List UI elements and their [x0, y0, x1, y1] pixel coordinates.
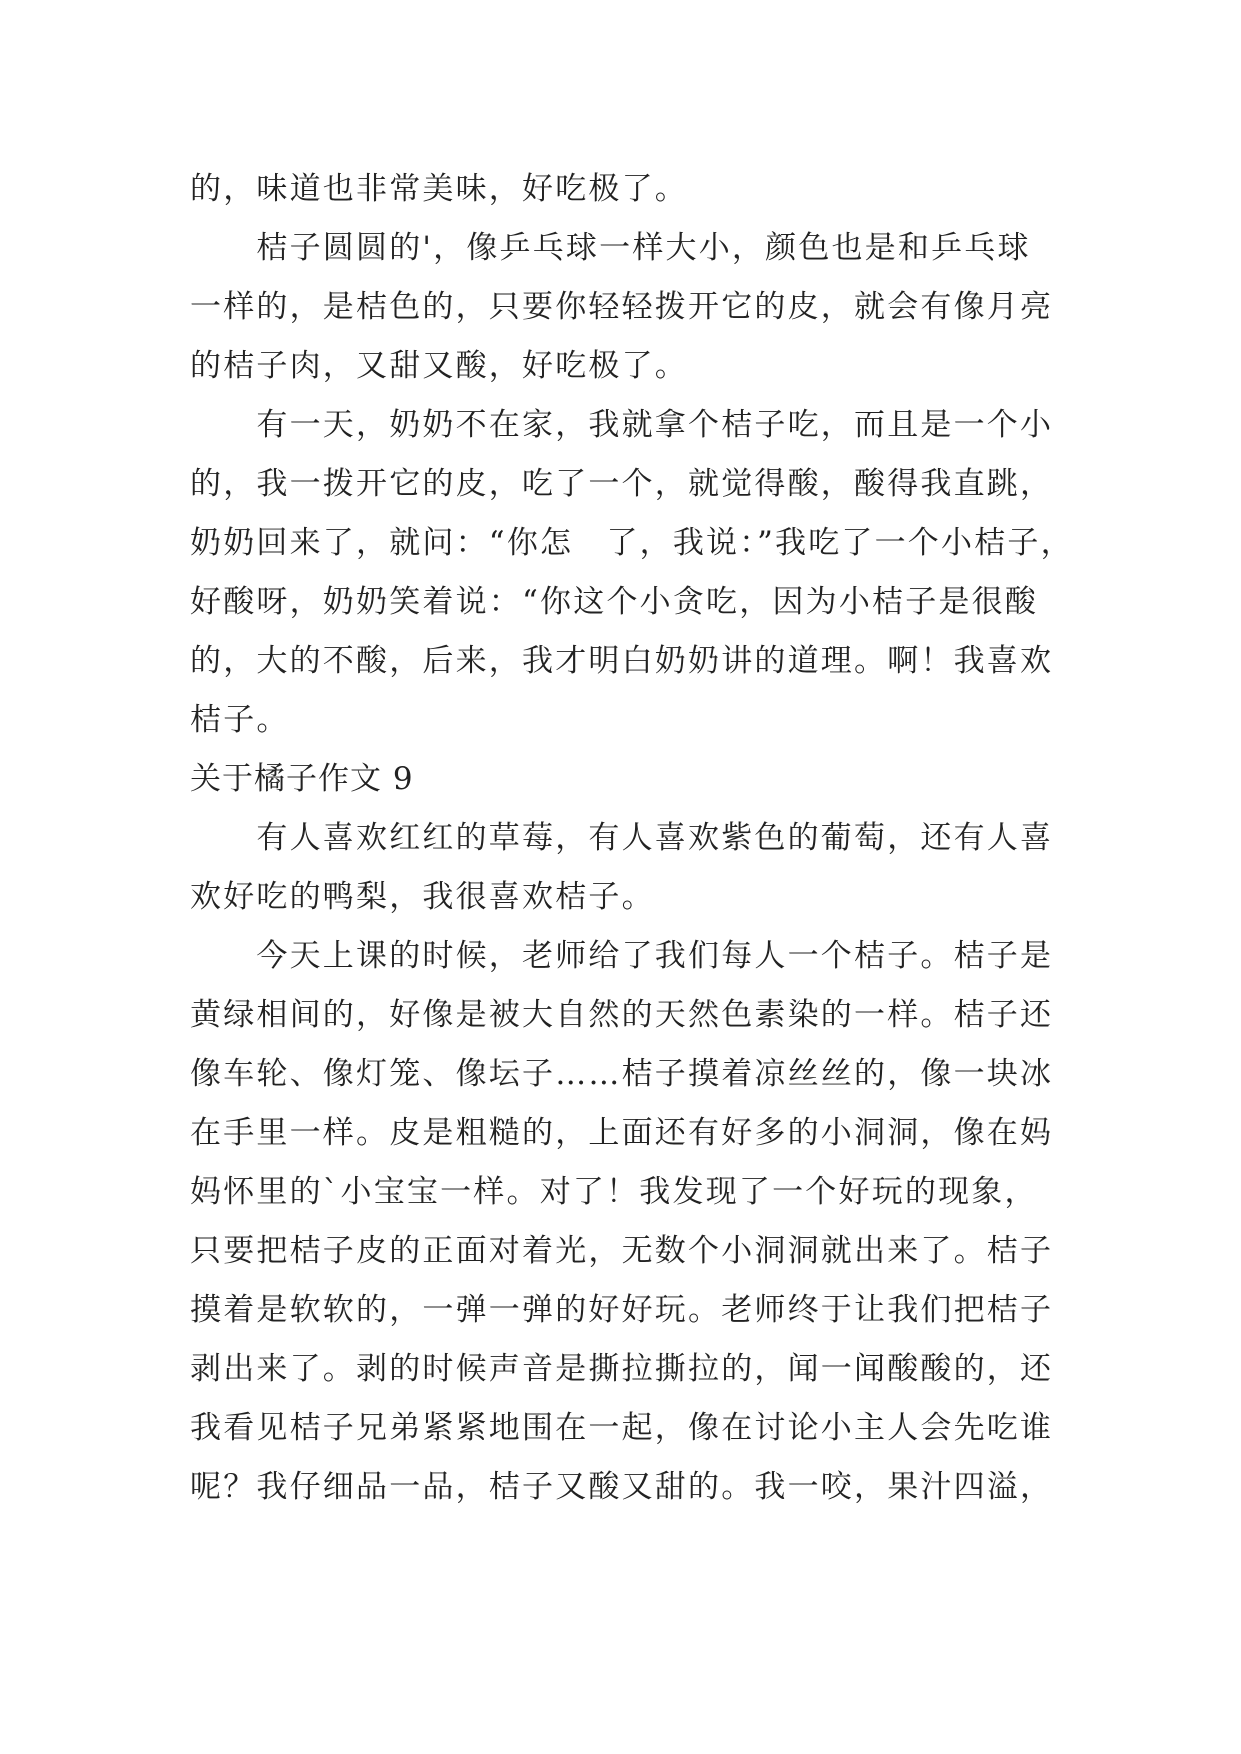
text-line: 在手里一样。皮是粗糙的，上面还有好多的小洞洞，像在妈 — [190, 1115, 1054, 1151]
text-line: 妈怀里的`小宝宝一样。对了！我发现了一个好玩的现象， — [190, 1174, 1038, 1210]
text-line: 剥出来了。剥的时候声音是撕拉撕拉的，闻一闻酸酸的，还 — [190, 1351, 1054, 1387]
text-line: 我看见桔子兄弟紧紧地围在一起，像在讨论小主人会先吃谁 — [190, 1410, 1054, 1446]
text-line: 的，大的不酸，后来，我才明白奶奶讲的道理。啊！我喜欢 — [190, 643, 1054, 679]
text-line: 黄绿相间的，好像是被大自然的天然色素染的一样。桔子还 — [190, 997, 1054, 1033]
text-line: 的，我一拨开它的皮，吃了一个，就觉得酸，酸得我直跳， — [190, 466, 1054, 502]
text-line: 的桔子肉，又甜又酸，好吃极了。 — [190, 348, 688, 384]
text-line: 像车轮、像灯笼、像坛子……桔子摸着凉丝丝的，像一块冰 — [190, 1056, 1054, 1092]
text-line: 只要把桔子皮的正面对着光，无数个小洞洞就出来了。桔子 — [190, 1233, 1054, 1269]
text-line: 有人喜欢红红的草莓，有人喜欢紫色的葡萄，还有人喜 — [190, 820, 1054, 856]
text-line: 奶奶回来了，就问：“你怎 了，我说：”我吃了一个小桔子， — [190, 525, 1074, 561]
section-heading: 关于橘子作文 9 — [190, 761, 414, 797]
text-line: 好酸呀，奶奶笑着说：“你这个小贪吃，因为小桔子是很酸 — [190, 584, 1039, 620]
body-text — [190, 160, 1074, 1517]
text-line: 摸着是软软的，一弹一弹的好好玩。老师终于让我们把桔子 — [190, 1292, 1054, 1328]
text-line: 一样的，是桔色的，只要你轻轻拨开它的皮，就会有像月亮 — [190, 289, 1054, 325]
text-line: 有一天，奶奶不在家，我就拿个桔子吃，而且是一个小 — [190, 407, 1054, 443]
text-line: 桔子圆圆的'，像乒乓球一样大小，颜色也是和乒乓球 — [190, 230, 1031, 266]
text-line: 呢？我仔细品一品，桔子又酸又甜的。我一咬，果汁四溢， — [190, 1469, 1054, 1505]
text-line: 今天上课的时候，老师给了我们每人一个桔子。桔子是 — [190, 938, 1054, 974]
text-line: 的，味道也非常美味，好吃极了。 — [190, 171, 688, 207]
text-line: 欢好吃的鸭梨，我很喜欢桔子。 — [190, 879, 655, 915]
text-line: 桔子。 — [190, 702, 290, 738]
